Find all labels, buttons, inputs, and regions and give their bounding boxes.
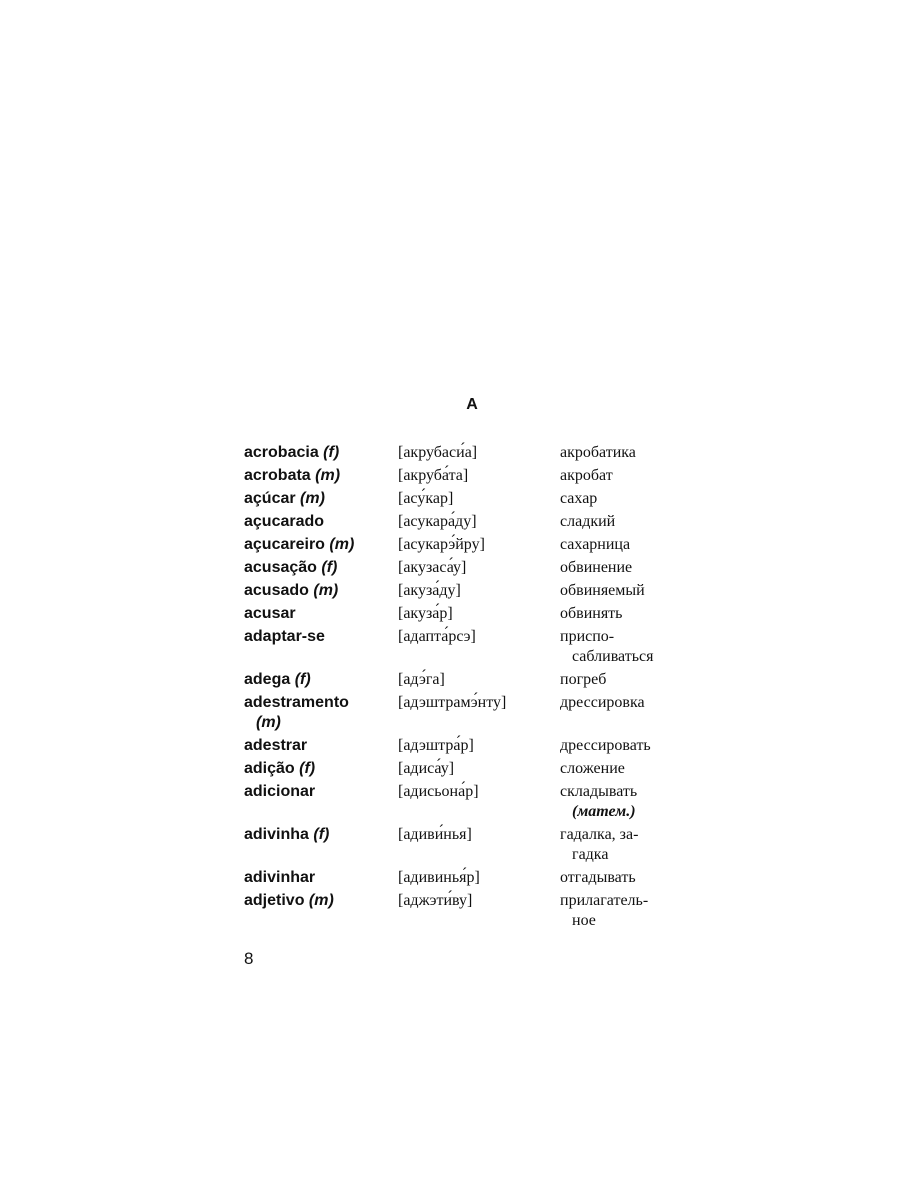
entry-translation [560, 512, 684, 532]
entry-headword [244, 581, 398, 601]
entry-translation [560, 891, 684, 931]
translation-line: сахарница [560, 536, 631, 553]
entry-pronunciation: [акуза́р] [398, 605, 453, 622]
dictionary-entry [244, 627, 684, 667]
translation-line: гадка [572, 846, 609, 863]
dictionary-entry [244, 604, 684, 624]
entry-translation [560, 581, 684, 601]
dictionary-entry [244, 535, 684, 555]
part-of-speech: (m) [313, 582, 339, 599]
dictionary-entry [244, 782, 684, 822]
part-of-speech: (m) [315, 467, 341, 484]
entry-translation [560, 604, 684, 624]
entry-translation [560, 489, 684, 509]
part-of-speech: (f) [294, 671, 311, 688]
dictionary-entry [244, 759, 684, 779]
dictionary-entry [244, 825, 684, 865]
dictionary-entry [244, 581, 684, 601]
translation-line: отгадывать [560, 869, 636, 886]
entry-translation [560, 535, 684, 555]
entry-headword [244, 489, 398, 509]
headword-text: adjetivo [244, 892, 305, 909]
headword-text: acrobata [244, 467, 311, 484]
entry-translation [560, 558, 684, 578]
entry-pronunciation: [акрубаси́а] [398, 444, 478, 461]
entry-headword [244, 604, 398, 624]
part-of-speech: (m) [308, 892, 334, 909]
entry-headword [244, 558, 398, 578]
headword-text: adivinhar [244, 869, 316, 886]
translation-line: ное [572, 912, 596, 929]
translation-line: сабливаться [572, 648, 654, 665]
entry-translation [560, 466, 684, 486]
entry-pronunciation: [акузаса́у] [398, 559, 467, 576]
dictionary-entry [244, 891, 684, 931]
dictionary-entry [244, 443, 684, 463]
dictionary-entry [244, 489, 684, 509]
entry-translation [560, 693, 684, 713]
translation-note: (матем.) [572, 803, 636, 820]
headword-text: açucarado [244, 513, 325, 530]
entry-translation [560, 670, 684, 690]
translation-line: сложение [560, 760, 625, 777]
part-of-speech: (m) [300, 490, 325, 507]
translation-line: акробат [560, 467, 613, 484]
dictionary-entry [244, 736, 684, 756]
entry-pronunciation: [адиса́у] [398, 760, 455, 777]
entry-translation [560, 868, 684, 888]
dictionary-entries [244, 443, 684, 934]
translation-line: обвиняемый [560, 582, 645, 599]
entry-translation [560, 825, 684, 865]
entry-headword [244, 782, 398, 802]
headword-text: adaptar-se [244, 628, 325, 645]
section-letter-heading: A [466, 396, 478, 413]
translation-line: обвинение [560, 559, 633, 576]
translation-line: складывать [560, 783, 638, 800]
entry-translation [560, 736, 684, 756]
headword-text: açúcar [244, 490, 296, 507]
entry-pronunciation: [адиви́нья] [398, 826, 472, 843]
entry-pronunciation: [адисьона́р] [398, 783, 479, 800]
entry-headword [244, 535, 398, 555]
entry-pronunciation: [адивинья́р] [398, 869, 480, 886]
entry-pronunciation: [асукарэ́йру] [398, 536, 485, 553]
translation-line: дрессировка [560, 694, 645, 711]
entry-translation [560, 627, 684, 667]
headword-text: acusado [244, 582, 309, 599]
translation-line: погреб [560, 671, 607, 688]
headword-text: acrobacia [244, 444, 319, 461]
headword-text: adestramento [244, 694, 349, 711]
dictionary-entry [244, 466, 684, 486]
translation-line: прилагатель- [560, 892, 649, 909]
headword-text: adivinha [244, 826, 309, 843]
translation-line: акробатика [560, 444, 636, 461]
entry-translation [560, 782, 684, 822]
headword-text: adição [244, 760, 295, 777]
entry-pronunciation: [акруба́та] [398, 467, 469, 484]
entry-headword [244, 627, 398, 647]
entry-headword [244, 512, 398, 532]
translation-line: сахар [560, 490, 598, 507]
dictionary-entry [244, 512, 684, 532]
dictionary-entry [244, 693, 684, 733]
entry-headword [244, 736, 398, 756]
entry-headword [244, 891, 398, 911]
entry-headword [244, 868, 398, 888]
part-of-speech: (f) [313, 826, 330, 843]
entry-headword [244, 693, 398, 733]
entry-pronunciation: [асу́кар] [398, 490, 454, 507]
part-of-speech: (f) [323, 444, 340, 461]
entry-pronunciation: [акуза́ду] [398, 582, 461, 599]
entry-pronunciation: [адэштра́р] [398, 737, 474, 754]
entry-headword [244, 443, 398, 463]
headword-text: adestrar [244, 737, 308, 754]
entry-pronunciation: [адэштрамэ́нту] [398, 694, 507, 711]
headword-text: adicionar [244, 783, 316, 800]
translation-line: дрессировать [560, 737, 651, 754]
translation-line: гадалка, за- [560, 826, 639, 843]
headword-text: açucareiro [244, 536, 325, 553]
entry-headword [244, 825, 398, 845]
entry-pronunciation: [аджэти́ву] [398, 892, 473, 909]
entry-headword [244, 759, 398, 779]
headword-text: acusação [244, 559, 317, 576]
part-of-speech: (m) [256, 714, 281, 731]
translation-line: сладкий [560, 513, 616, 530]
page-number: 8 [244, 949, 254, 968]
part-of-speech: (m) [329, 536, 355, 553]
entry-headword [244, 466, 398, 486]
translation-line: обвинять [560, 605, 623, 622]
dictionary-entry [244, 670, 684, 690]
entry-pronunciation: [адэ́га] [398, 671, 445, 688]
translation-line: приспо- [560, 628, 615, 645]
entry-translation [560, 759, 684, 779]
dictionary-entry [244, 558, 684, 578]
entry-pronunciation: [адапта́рсэ] [398, 628, 476, 645]
entry-headword [244, 670, 398, 690]
dictionary-entry [244, 868, 684, 888]
headword-text: acusar [244, 605, 296, 622]
entry-translation [560, 443, 684, 463]
part-of-speech: (f) [299, 760, 316, 777]
part-of-speech: (f) [321, 559, 338, 576]
headword-text: adega [244, 671, 291, 688]
entry-pronunciation: [асукара́ду] [398, 513, 477, 530]
